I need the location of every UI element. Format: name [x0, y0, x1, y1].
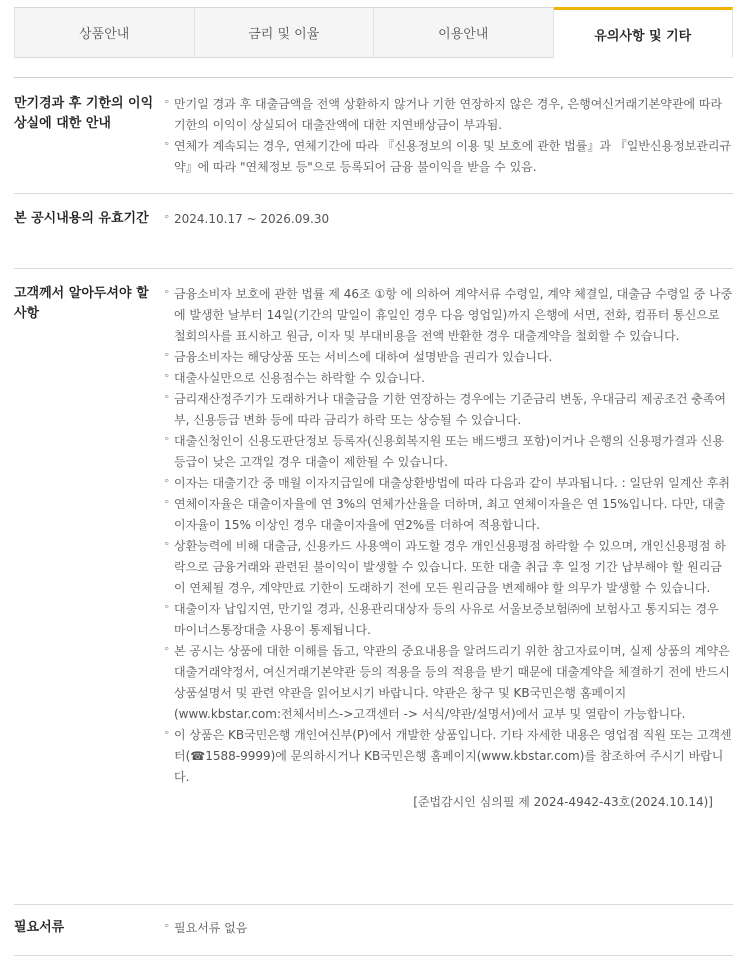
- list-item: ° 이자는 대출기간 중 매월 이자지급일에 대출상환방법에 따라 다음과 같이 부과됩니다. : 일단위 일계산 후취: [164, 473, 733, 494]
- list-item: ° 대출사실만으로 신용점수는 하락할 수 있습니다.: [164, 368, 733, 389]
- list-item: ° 이 상품은 KB국민은행 개인여신부(P)에서 개발한 상품입니다. 기타 자세한 내용은 영업점 직원 또는 고객센터(☎1588-9999)에 문의하시거나 KB국민은행 홈페이지(www.kbstar.com)를 참조하여 주시기 바랍니다.: [164, 725, 733, 788]
- notice-table: [14, 77, 733, 956]
- tab-notes-etc[interactable]: 유의사항 및 기타: [554, 7, 734, 58]
- list-item: ° 금융소비자는 해당상품 또는 서비스에 대하여 설명받을 권리가 있습니다.: [164, 347, 733, 368]
- tab-product-info[interactable]: 상품안내: [14, 8, 195, 58]
- section-validity-period: [14, 194, 733, 269]
- list-item: ° 금융소비자 보호에 관한 법률 제 46조 ①항 에 의하여 계약서류 수령일, 계약 체결일, 대출금 수령일 중 나중에 발생한 날부터 14일(기간의 말일이 휴일인 경우 다음 영업일)까지 은행에 서면, 전화, 컴퓨터 통신으로 철회의사를 표시하고 원금, 이자 및 부대비용을 전액 반환한 경우 대출계약을 철회할 수 있습니다.: [164, 284, 733, 347]
- section-title: 고객께서 알아두셔야 할 사항: [14, 286, 149, 321]
- list-item: ° 2024.10.17 ~ 2026.09.30: [164, 209, 733, 230]
- list-item: ° 본 공시는 상품에 대한 이해를 돕고, 약관의 중요내용을 알려드리기 위한 참고자료이며, 실제 상품의 계약은 대출거래약정서, 여신거래기본약관 등의 적용을 등의 적용을 받기 때문에 대출계약을 체결하기 전에 반드시 상품설명서 및 관련 약관을 읽어보시기 바랍니다. 약관은 창구 및 KB국민은행 홈페이지(www.kbstar.com:전체서비스->고객센터 -> 서식/약관/설명서)에서 교부 및 열람이 가능합니다.: [164, 641, 733, 725]
- section-title: 만기경과 후 기한의 이익 상실에 대한 안내: [14, 96, 154, 131]
- section-required-documents: [14, 905, 733, 956]
- section-title: 본 공시내용의 유효기간: [14, 211, 149, 226]
- list-item: ° 상환능력에 비해 대출금, 신용카드 사용액이 과도할 경우 개인신용평점 하락할 수 있으며, 개인신용평점 하락으로 금융거래와 관련된 불이익이 발생할 수 있습니다. 또한 대출 취급 후 일정 기간 납부해야 할 원리금이 연체될 경우, 계약만료 기한이 도래하기 전에 모든 원리금을 변제해야 할 의무가 발생할 수 있습니다.: [164, 536, 733, 599]
- list-item: ° 대출이자 납입지연, 만기일 경과, 신용관리대상자 등의 사유로 서울보증보험㈜에 보험사고 통지되는 경우 마이너스통장대출 사용이 통제됩니다.: [164, 599, 733, 641]
- compliance-reference: [준법감시인 심의필 제 2024-4942-43호(2024.10.14)]: [413, 795, 713, 809]
- list-item: ° 필요서류 없음: [164, 918, 733, 939]
- list-item: ° 대출신청인이 신용도판단정보 등록자(신용회복지원 또는 배드뱅크 포함)이거나 은행의 신용평가결과 신용등급이 낮은 고객일 경우 대출이 제한될 수 있습니다.: [164, 431, 733, 473]
- list-item: ° 만기일 경과 후 대출금액을 전액 상환하지 않거나 기한 연장하지 않은 경우, 은행여신거래기본약관에 따라 기한의 이익이 상실되어 대출잔액에 대한 지연배상금이 부과됨.: [164, 94, 733, 136]
- list-item: ° 연체가 계속되는 경우, 연체기간에 따라 『신용정보의 이용 및 보호에 관한 법률』과 『일반신용정보관리규약』에 따라 "연체정보 등"으로 등록되어 금융 불이익을 받을 수 있음.: [164, 136, 733, 178]
- tab-interest-rate[interactable]: 금리 및 이율: [195, 8, 375, 58]
- list-item: ° 금리재산정주기가 도래하거나 대출금을 기한 연장하는 경우에는 기준금리 변동, 우대금리 제공조건 충족여부, 신용등급 변화 등에 따라 금리가 하락 또는 상승될 수 있습니다.: [164, 389, 733, 431]
- section-loss-of-benefit: [14, 78, 733, 194]
- list-item: ° 연체이자율은 대출이자율에 연 3%의 연체가산율을 더하며, 최고 연체이자율은 연 15%입니다. 다만, 대출이자율이 15% 이상인 경우 대출이자율에 연2%를 더하여 적용합니다.: [164, 494, 733, 536]
- tab-usage-guide[interactable]: 이용안내: [374, 8, 554, 58]
- section-title: 필요서류: [14, 920, 65, 935]
- tab-bar: [14, 7, 733, 57]
- section-customer-notes: [14, 269, 733, 905]
